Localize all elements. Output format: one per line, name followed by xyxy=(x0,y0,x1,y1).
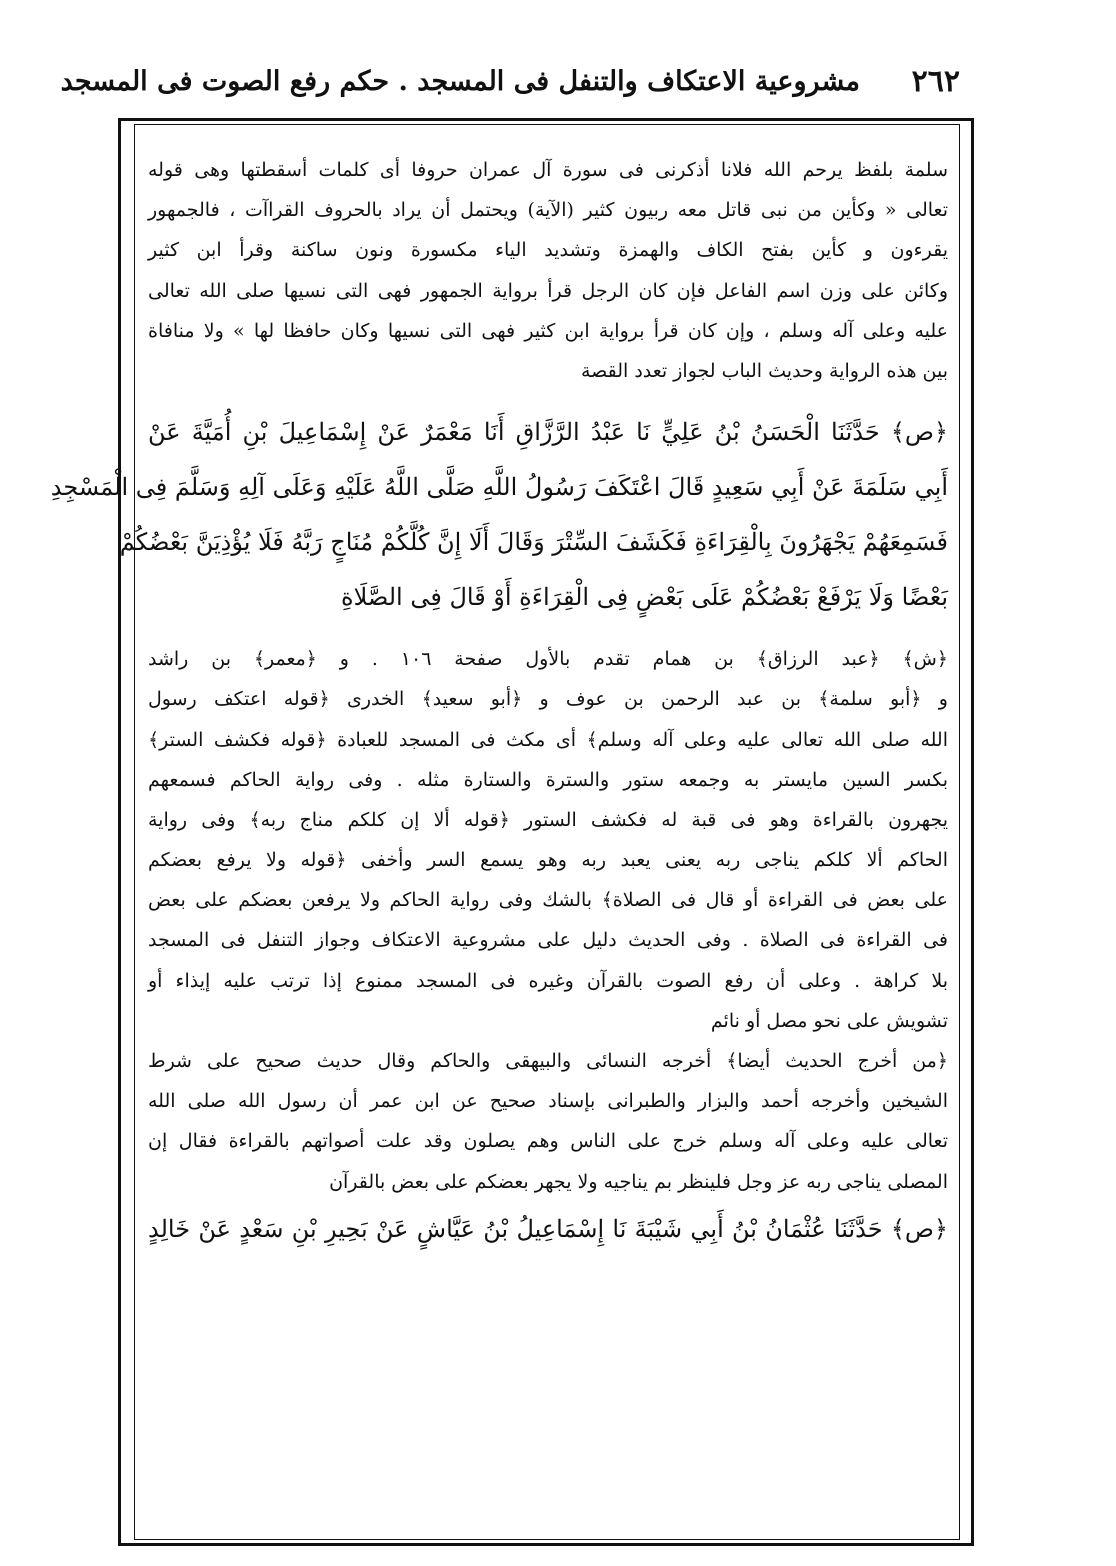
text-line: الله صلى الله تعالى عليه وعلى آله وسلم﴾ أى مكث فى المسجد للعبادة ﴿قوله فكشف الستر﴾ xyxy=(148,728,948,751)
text-line: الحاكم ألا كلكم يناجى ربه يعنى يعبد ربه وهو يسمع السر وأخفى ﴿قوله ولا يرفع بعضكم xyxy=(148,849,948,872)
text-body xyxy=(50,150,948,1257)
text-line: على بعض فى القراءة أو قال فى الصلاة﴾ بالشك وفى رواية الحاكم ولا يرفعن بعضكم على بعض xyxy=(148,889,948,912)
hadith-line: ﴿ص﴾ حَدَّثَنَا الْحَسَنُ بْنُ عَلِيٍّ نَا عَبْدُ الرَّزَّاقِ أَنَا مَعْمَرٌ عَنْ إِسْمَاعِيلَ بْنِ أُمَيَّةَ عَنْ xyxy=(148,418,948,447)
text-line: يجهرون بالقراءة وهو فى قبة له فكشف الستور ﴿قوله ألا إن كلكم مناج ربه﴾ وفى رواية xyxy=(148,808,948,831)
hadith-text-2 xyxy=(148,1202,948,1257)
text-line: الشيخين وأخرجه أحمد والبزار والطبرانى بإسناد صحيح عن ابن عمر أن رسول الله صلى الله xyxy=(148,1090,948,1113)
hadith-line: أَبِي سَلَمَةَ عَنْ أَبِي سَعِيدٍ قَالَ اعْتَكَفَ رَسُولُ اللَّهِ صَلَّى اللَّهُ عَلَيْهِ وَعَلَى آلِهِ وَسَلَّمَ فِى الْمَسْجِدِ xyxy=(50,473,948,502)
text-line: تشويش على نحو مصل أو نائم xyxy=(710,1009,948,1032)
text-line: تعالى « وكأين من نبى قاتل معه ربيون كثير (الآية) ويحتمل أن يراد بالحروف القراآت ، فالجمهور xyxy=(148,199,948,222)
hadith-line: ﴿ص﴾ حَدَّثَنَا عُثْمَانُ بْنُ أَبِي شَيْبَةَ نَا إِسْمَاعِيلُ بْنُ عَيَّاشٍ عَنْ بَحِيرِ بْنِ سَعْدٍ عَنْ خَالِدٍ xyxy=(148,1214,948,1243)
commentary-sharh xyxy=(148,639,948,1041)
text-line: و ﴿أبو سلمة﴾ بن عبد الرحمن بن عوف و ﴿أبو سعيد﴾ الخدرى ﴿قوله اعتكف رسول xyxy=(148,688,948,711)
running-title: مشروعية الاعتكاف والتنفل فى المسجد . حكم رفع الصوت فى المسجد xyxy=(60,66,860,97)
page-number: ٢٦٢ xyxy=(911,64,960,99)
text-line: سلمة بلفظ يرحم الله فلانا أذكرنى فى سورة آل عمران حروفا أى كلمات أسقطتها وهى قوله xyxy=(148,159,948,181)
text-line: تعالى عليه وعلى آله وسلم خرج على الناس وهم يصلون وقد علت أصواتهم بالقراءة فقال إن xyxy=(148,1130,948,1153)
text-line: ﴿من أخرج الحديث أيضا﴾ أخرجه النسائى والبيهقى والحاكم وقال حديث صحيح على شرط xyxy=(148,1050,948,1072)
text-line: المصلى يناجى ربه عز وجل فلينظر بم يناجيه ولا يجهر بعضكم على بعض بالقرآن xyxy=(329,1170,948,1193)
text-line: بلا كراهة . وعلى أن رفع الصوت بالقرآن وغيره فى المسجد ممنوع إذا ترتب عليه إيذاء أو xyxy=(148,969,948,992)
text-line: بكسر السين مايستر به وجمعه ستور والسترة والستارة مثله . وفى رواية الحاكم فسمعهم xyxy=(148,768,948,791)
text-line: فى القراءة فى الصلاة . وفى الحديث دليل على مشروعية الاعتكاف وجواز التنفل فى المسجد xyxy=(148,929,948,952)
commentary-top xyxy=(148,150,948,391)
text-line: عليه وعلى آله وسلم ، وإن كان قرأ برواية ابن كثير فهى التى نسيها وكان حافظا لها » ولا منافاة xyxy=(148,319,948,342)
hadith-line: فَسَمِعَهُمْ يَجْهَرُونَ بِالْقِرَاءَةِ فَكَشَفَ السِّتْرَ وَقَالَ أَلَا إِنَّ كُلَّكُمْ مُنَاجٍ رَبَّهُ فَلَا يُؤْذِيَنَّ بَعْضُكُمْ xyxy=(119,528,948,557)
text-line: يقرءون و كأين بفتح الكاف والهمزة وتشديد الياء مكسورة ونون ساكنة وقرأ ابن كثير xyxy=(148,239,948,262)
text-line: وكائن على وزن اسم الفاعل فإن كان الرجل قرأ برواية الجمهور فهى التى نسيها صلى الله تعالى xyxy=(148,279,948,302)
commentary-takhrij xyxy=(148,1041,948,1202)
hadith-text-1 xyxy=(50,405,948,625)
page-header xyxy=(60,60,960,110)
text-line: ﴿ش﴾ ﴿عبد الرزاق﴾ بن همام تقدم بالأول صفحة ١٠٦ . و ﴿معمر﴾ بن راشد xyxy=(148,648,948,671)
text-line: بين هذه الرواية وحديث الباب لجواز تعدد القصة xyxy=(580,359,948,382)
hadith-line: بَعْضًا وَلَا يَرْفَعْ بَعْضُكُمْ عَلَى بَعْضٍ فِى الْقِرَاءَةِ أَوْ قَالَ فِى الصَّلَاةِ xyxy=(341,583,948,612)
